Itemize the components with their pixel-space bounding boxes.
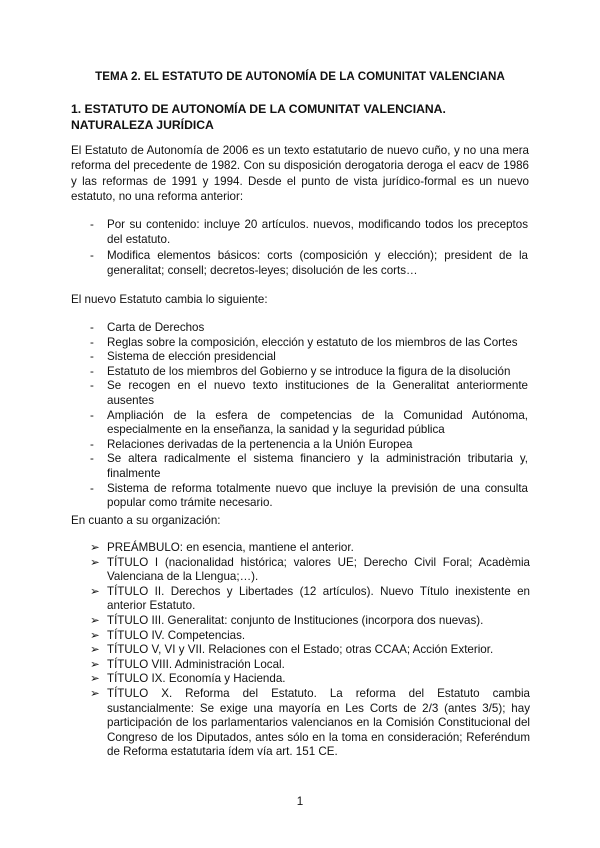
- list-item: - Relaciones derivadas de la pertenencia a la Unión Europea: [90, 437, 413, 451]
- changes-list: [90, 321, 528, 511]
- list-item: ➢ PREÁMBULO: en esencia, mantiene el anterior.: [90, 541, 354, 554]
- dash-marker: -: [90, 350, 94, 364]
- arrow-bullet-icon: ➢: [90, 643, 100, 657]
- arrow-bullet-icon: ➢: [90, 628, 100, 642]
- list-item: ➢ TÍTULO II. Derechos y Libertades (12 artículos). Nuevo Título inexistente en anterior Estatuto.: [90, 584, 530, 613]
- arrow-bullet-icon: ➢: [90, 584, 100, 598]
- list-item: ➢ TÍTULO V, VI y VII. Relaciones con el Estado; otras CCAA; Acción Exterior.: [90, 643, 494, 657]
- dash-marker: -: [90, 452, 94, 466]
- list-item: ➢ TÍTULO IV. Competencias.: [90, 628, 246, 642]
- document-title: TEMA 2. EL ESTATUTO DE AUTONOMÍA DE LA COMUNITAT VALENCIANA: [95, 70, 505, 83]
- dash-marker: -: [90, 379, 94, 393]
- changes-intro: El nuevo Estatuto cambia lo siguiente:: [71, 293, 268, 306]
- list-item: - Sistema de elección presidencial: [90, 350, 276, 364]
- list-item: - Por su contenido: incluye 20 artículos. nuevos, modificando todos los preceptos del estatuto.: [90, 218, 528, 246]
- dash-marker: -: [90, 335, 94, 349]
- organization-intro: En cuanto a su organización:: [71, 514, 221, 527]
- list-item: ➢ TÍTULO III. Generalitat: conjunto de Instituciones (incorpora dos nuevas).: [90, 613, 484, 627]
- reasons-list: [90, 218, 528, 280]
- arrow-bullet-icon: ➢: [90, 541, 100, 554]
- list-item: - Carta de Derechos: [90, 321, 205, 334]
- list-item: ➢ TÍTULO X. Reforma del Estatuto. La reforma del Estatuto cambia sustancialmente: Se exige una mayoría en Les Corts de 2/3 (antes 3/5); hay participación de los parlamentarios valencianos en la Comisión Constitucional del Congreso de los Diputados, antes sólo en la toma en consideración; Referéndum de Reforma estatutaria ídem vía art. 151 CE.: [90, 686, 530, 759]
- dash-marker: -: [90, 408, 94, 422]
- list-item: ➢ TÍTULO VIII. Administración Local.: [90, 657, 285, 671]
- list-item: - Ampliación de la esfera de competencias de la Comunidad Autónoma, especialmente en la enseñanza, la sanidad y la seguridad pública: [90, 408, 528, 437]
- arrow-bullet-icon: ➢: [90, 672, 100, 686]
- dash-marker: -: [90, 249, 94, 263]
- list-item: - Se recogen en el nuevo texto instituciones de la Generalitat anteriormente ausentes: [90, 379, 528, 407]
- dash-marker: -: [90, 481, 94, 495]
- page-number: 1: [296, 795, 304, 808]
- list-item: - Reglas sobre la composición, elección y estatuto de los miembros de las Cortes: [90, 335, 518, 349]
- list-item: ➢ TÍTULO IX. Economía y Hacienda.: [90, 672, 286, 686]
- arrow-bullet-icon: ➢: [90, 657, 100, 671]
- arrow-bullet-icon: ➢: [90, 686, 100, 700]
- list-item: - Modifica elementos básicos: corts (composición y elección); president de la generalitat; consell; decretos-leyes; disolución de les corts…: [90, 249, 528, 277]
- list-item: - Estatuto de los miembros del Gobierno y se introduce la figura de la disolución: [90, 364, 511, 378]
- list-item: ➢ TÍTULO I (nacionalidad histórica; valores UE; Derecho Civil Foral; Acadèmia Valenciana de la Llengua;…).: [90, 555, 530, 584]
- dash-marker: -: [90, 364, 94, 378]
- list-item: - Sistema de reforma totalmente nuevo que incluye la previsión de una consulta popular como trámite necesario.: [90, 481, 528, 510]
- dash-marker: -: [90, 321, 94, 334]
- dash-marker: -: [90, 218, 94, 231]
- organization-list: [90, 541, 530, 760]
- section-heading: 1. ESTATUTO DE AUTONOMÍA DE LA COMUNITAT VALENCIANA. NATURALEZA JURÍDICA: [71, 102, 446, 132]
- list-item: - Se altera radicalmente el sistema financiero y la administración tributaria y, finalmente: [90, 452, 528, 480]
- dash-marker: -: [90, 437, 94, 451]
- arrow-bullet-icon: ➢: [90, 555, 100, 569]
- intro-paragraph: El Estatuto de Autonomía de 2006 es un texto estatutario de nuevo cuño, y no una mera reforma del precedente de 1982. Con su disposición derogatoria deroga el eacv de 1986 y las reformas de 1991 y 1994. Desde el punto de vista jurídico-formal es un nuevo estatuto, no una reforma anterior:: [71, 144, 529, 203]
- arrow-bullet-icon: ➢: [90, 613, 100, 627]
